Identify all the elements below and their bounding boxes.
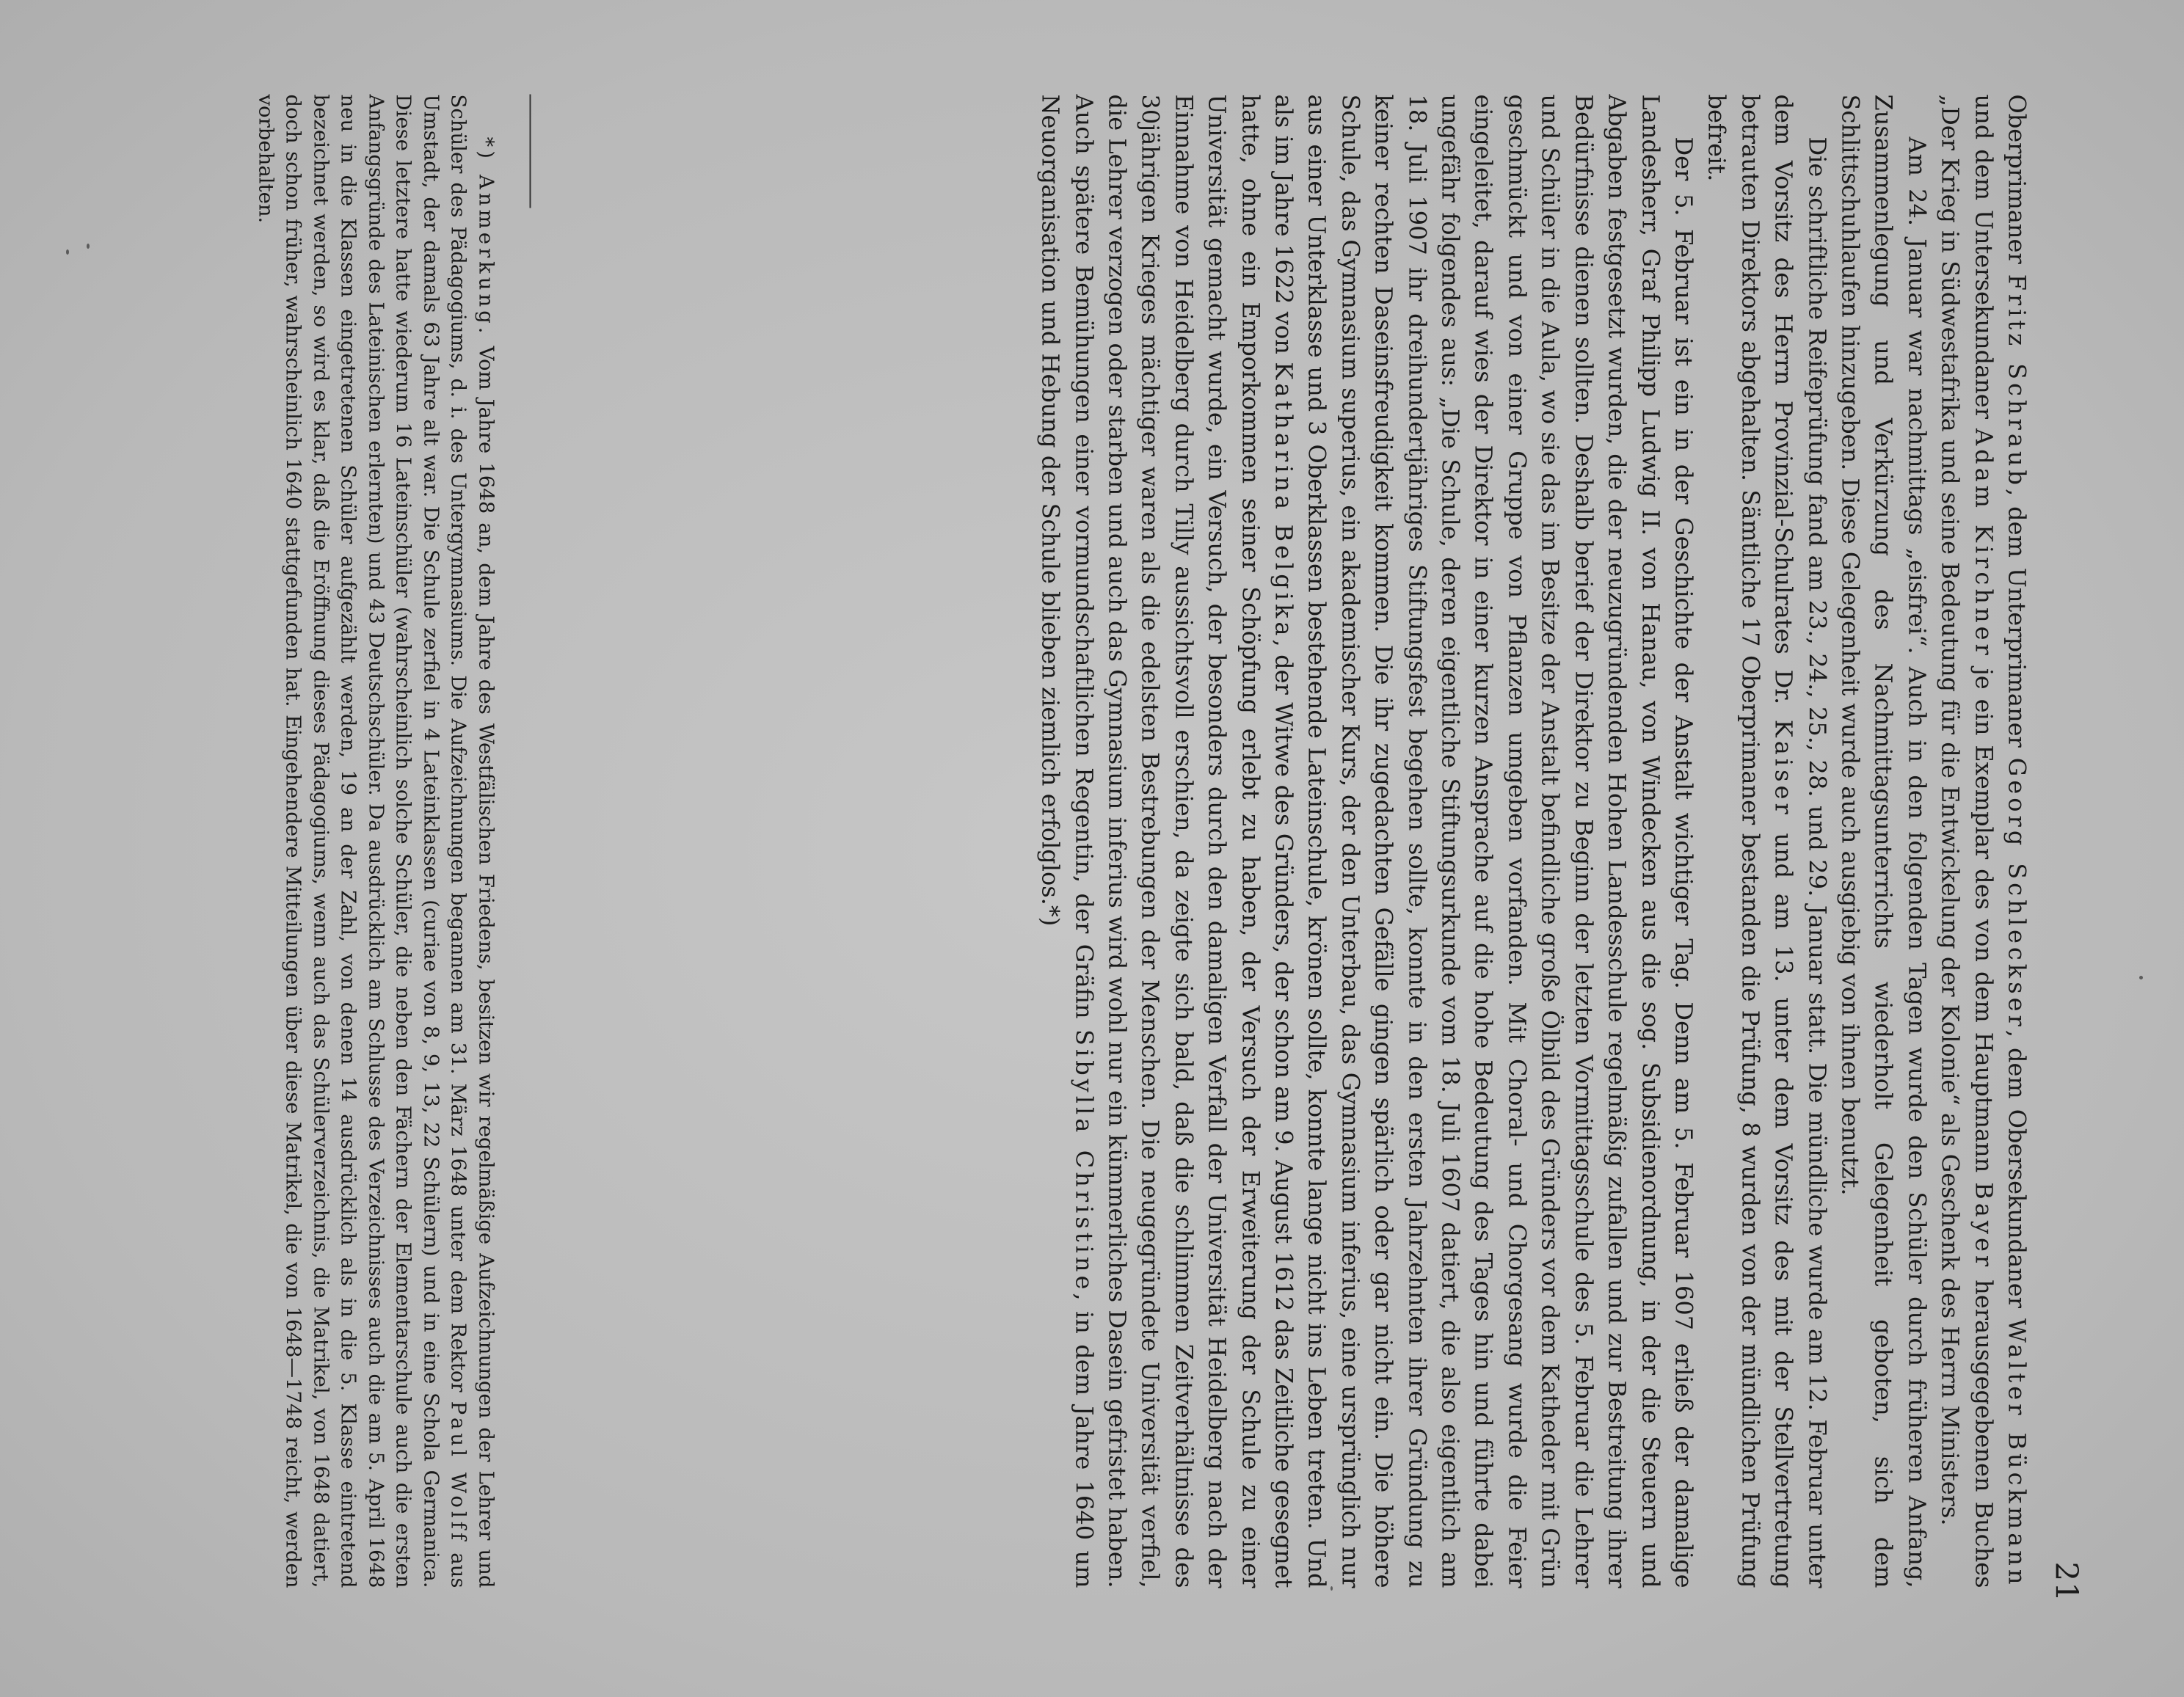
footnote-divider xyxy=(530,95,531,208)
text: , der Witwe des Gründers, der schon am 9. August 1612 das Zeitliche gesegnet hatte, ohne ein Emporkommen seiner Schöpfung erlebt zu haben, der Versuch der Erweiterung der Schule zu einer Universität gemacht wurde, ein Versuch, der besonders durch den damaligen Verfall der Universität Heidelberg nach der Einnahme von Heidelberg durch Tilly aussichtsvoll erschien, da zeigte sich bald, daß die schlimmen Zeitverhältnisse des 30jährigen Krieges mächtiger waren als die edelsten Bestrebungen der Menschen. Die neugegründete Universität verfiel, die Lehrer verzogen oder starben und auch das Gymnasium inferius wird wohl nur ein kümmerliches Dasein gefristet haben. Auch spätere Bemühungen einer vormundschaftlichen Regentin, der Gräfin xyxy=(1070,94,1298,1588)
rotated-book-page xyxy=(0,1,2184,1697)
person-name: Fritz Schraub xyxy=(2003,274,2031,489)
text: , dem Unterprimaner xyxy=(2003,489,2031,758)
text: herausgegebenen Buches „Der Krieg in Südwestafrika und seine Bedeutung für die Entwickelung der Kolonie“ als Geschenk des Herrn Ministers. xyxy=(1936,94,1998,1588)
person-name: Sibylla Christine xyxy=(1070,1029,1099,1293)
page-number: 21 xyxy=(2048,1561,2085,1602)
person-name: Kaiser xyxy=(1769,719,1798,818)
text: Die schriftliche Reifeprüfung fand am 23., 24., 25., 28. und 29. Januar statt. Die mündliche wurde am 12. Februar unter dem Vorsitz des Herrn Provinzial-Schulrates Dr. xyxy=(1769,94,1832,1588)
person-name: Paul Wolff xyxy=(447,1401,470,1544)
text: , dem Obersekundaner xyxy=(2003,1029,2031,1318)
person-name: Adam Kirchner xyxy=(1970,428,1998,659)
person-name: Georg Schleckser xyxy=(2003,757,2031,1030)
text: und dem Untersekundaner xyxy=(1970,94,1998,428)
paragraph-4 xyxy=(1033,95,1700,1588)
main-text xyxy=(1033,95,2033,1588)
text: , in dem Jahre 1640 um Neuorganisation und Hebung der Schule blieben ziemlich erfolglos.*) xyxy=(1036,94,1099,1588)
text: Der 5. Februar ist ein in der Geschichte der Anstalt wichtiger Tag. Denn am 5. Februar 1607 erließ der damalige Landesherr, Graf Philipp Ludwig II. von Hanau, von Windecken aus die sog. Subsidienordnung, in der die Steuern und Abgaben festgesetzt wurden, die der neuzugründenden Hohen Landesschule regelmäßig zufallen und zur Bestreitung ihrer Bedürfnisse dienen sollten. Deshalb berief der Direktor zu Beginn der letzten Vormittagsschule des 5. Februar die Lehrer und Schüler in die Aula, wo sie das im Besitze der Anstalt befindliche große Ölbild des Gründers vor dem Katheder mit Grün geschmückt und von einer Gruppe von Pflanzen umgeben vorfanden. Mit Choral- und Chorgesang wurde die Feier eingeleitet, darauf wies der Direktor in einer kurzen Ansprache auf die hohe Bedeutung des Tages hin und führte dabei ungefähr folgendes aus: „Die Schule, deren eigentliche Stiftungsurkunde vom 18. Juli 1607 datiert, die also eigentlich am 18. Juli 1907 ihr dreihundertjähriges Stiftungsfest begehen sollte, konnte in den ersten Jahrzehnten ihrer Gründung zu keiner rechten Daseinsfreudigkeit kommen. Die ihr zugedachten Gefälle gingen spärlich oder gar nicht ein. Die höhere Schule, das Gymnasium superius, ein akademischer Kurs, der den Unterbau, das Gymnasium inferius, eine ursprünglich nur aus einer Unterklasse und 3 Oberklassen bestehende Lateinschule, krönen sollte, konnte lange nicht ins Leben treten. Und als im Jahre 1622 von xyxy=(1270,94,1698,1588)
footnote-label: *) Anmerkung. xyxy=(474,136,498,337)
footnote-text xyxy=(252,95,500,1588)
text: und am 13. unter dem Vorsitz des mit der Stellvertretung betrauten Direktors abgehalten. Sämtliche 17 Oberprimaner bestanden die Prüfung, 8 wurden von der mündlichen Prüfung befreit. xyxy=(1703,94,1798,1588)
paragraph-1 xyxy=(1933,95,2033,1588)
person-name: Walter Bückmann xyxy=(2003,1318,2031,1588)
text: Vom Jahre 1648 an, dem Jahre des Westfälischen Friedens, besitzen wir regelmäßige Aufzeichnungen der Lehrer und Schüler des Pädagogiums, d. i. des Untergymnasiums. Die Aufzeichnungen begannen am 31. März 1648 unter dem Rektor xyxy=(447,94,498,1588)
person-name: Bayer xyxy=(1970,1182,1998,1271)
footnote xyxy=(252,95,500,1588)
text: je ein Exemplar des von dem Hauptmann xyxy=(1970,658,1998,1183)
paragraph-3 xyxy=(1700,95,1833,1588)
person-name: Katharina Belgika xyxy=(1270,362,1298,640)
paragraph-2: Am 24. Januar war nachmittags „eisfrei“. Auch in den folgenden Tagen wurde den Schüler durch früheren Anfang, Zusammenlegung und Verkürzung des Nachmittagsunterrichts wiederholt Gelegenheit geboten, sich dem Schlittschuhlaufen hinzugeben. Diese Gelegenheit wurde auch ausgiebig von ihnen benutzt. xyxy=(1836,94,1932,1588)
text: aus Umstadt, der damals 63 Jahre alt war. Die Schule zerfiel in 4 Lateinklassen (curiae von 8, 9, 13, 22 Schülern) und in eine Schola Germanica. Diese letztere hatte wiederum 16 Lateinschüler (wahrscheinlich solche Schüler, die neben den Fächern der Elementarschule auch die ersten Anfangsgründe des Lateinischen erlernten) und 43 Deutschschüler. Da ausdrücklich am Schlusse des Verzeichnisses auch die am 5. April 1648 neu in die Klassen eingetretenen Schüler aufgezählt werden, 19 an der Zahl, von denen 14 ausdrücklich als in die 5. Klasse eintretend bezeichnet werden, so wird es klar, daß die Eröffnung dieses Pädagogiums, wenn auch das Schülerverzeichnis, die Matrikel, von 1648 datiert, doch schon früher, wahrscheinlich 1640 stattgefunden hat. Eingehendere Mitteilungen über diese Matrikel, die von 1648—1748 reicht, werden vorbehalten. xyxy=(254,94,470,1588)
text: Oberprimaner xyxy=(2003,94,2031,274)
